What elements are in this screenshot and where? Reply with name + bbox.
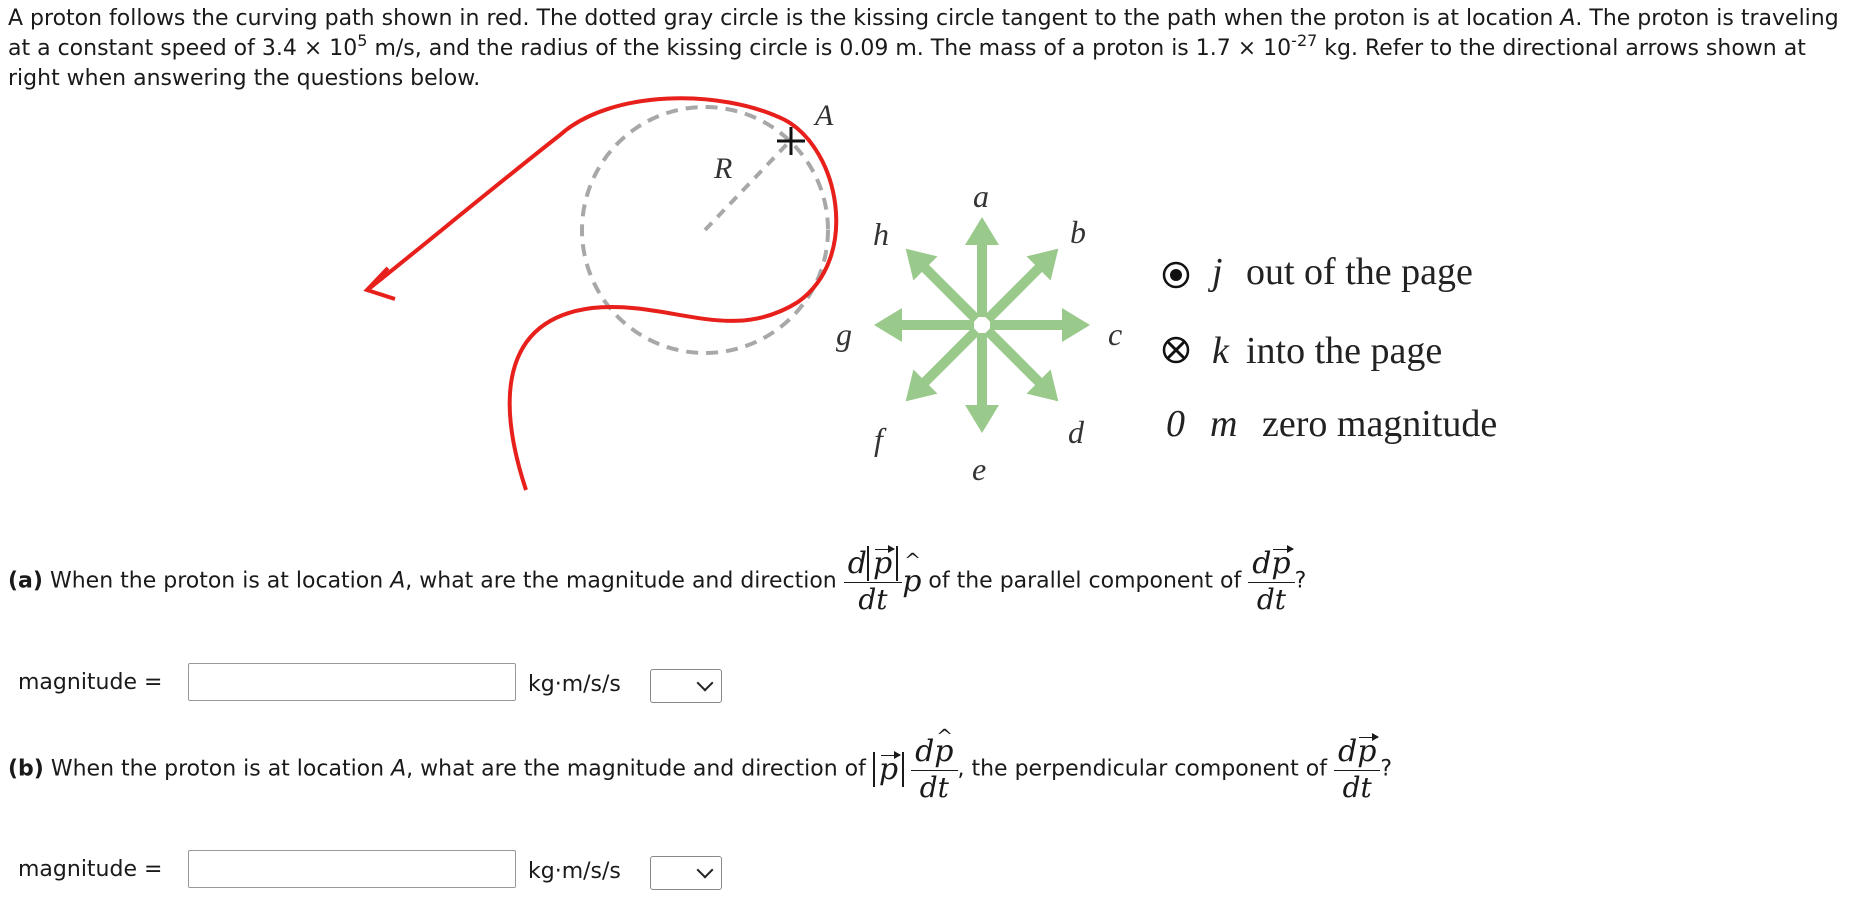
question-a <box>8 546 1306 617</box>
d-symbol: d <box>915 734 935 769</box>
arrow-f <box>894 319 989 414</box>
question-b <box>8 734 1392 805</box>
location-label: A <box>1560 6 1576 31</box>
arrow-h <box>894 237 989 332</box>
question-end: ? <box>1294 568 1307 594</box>
magnitude-label: magnitude = <box>18 857 163 882</box>
dabsp-dt-fraction <box>844 546 902 617</box>
direction-arrows <box>874 217 1090 433</box>
question-end: ? <box>1380 756 1393 782</box>
p-vector: p <box>1271 546 1291 581</box>
mass-exponent: -27 <box>1291 31 1318 50</box>
intro-text: . The proton is traveling at a constant speed of 3.4 × 10 <box>8 6 1839 61</box>
dp-dt-fraction <box>1248 546 1294 617</box>
arrow-e <box>965 333 999 433</box>
p-vector: p <box>878 752 899 787</box>
arrow-label-a: a <box>973 178 989 214</box>
dt-symbol: dt <box>1256 583 1286 616</box>
legend-text-m: zero magnitude <box>1262 403 1498 445</box>
legend-out-of-page <box>1164 251 1473 293</box>
question-text: When the proton is at location <box>43 756 392 782</box>
dt-symbol: dt <box>1342 771 1372 804</box>
p-vector: p <box>872 546 893 581</box>
legend-text-j: out of the page <box>1246 251 1473 293</box>
dp-dt-fraction <box>1334 734 1380 805</box>
chevron-down-icon <box>697 675 714 692</box>
arrow-c <box>990 308 1090 342</box>
proton-path <box>370 98 836 490</box>
question-text: , the perpendicular component of <box>957 756 1334 782</box>
arrow-label-g: g <box>836 316 852 352</box>
legend-zero <box>1166 403 1497 445</box>
arrow-label-d: d <box>1068 414 1084 450</box>
question-text: , what are the magnitude and direction of <box>406 756 873 782</box>
arrow-label-b: b <box>1070 214 1086 250</box>
radius-label: R <box>714 152 733 185</box>
arrow-label-c: c <box>1108 316 1123 352</box>
intro-text: m/s, and the radius of the kissing circle is 0.09 m. The mass of a proton is 1.7 × 10 <box>367 36 1292 61</box>
legend-letter-j: j <box>1212 251 1223 293</box>
out-of-page-dot <box>1170 269 1182 281</box>
p-hat: p ^ <box>934 734 953 770</box>
p-hat: p ^ <box>902 564 921 599</box>
arrow-d <box>976 319 1071 414</box>
location-label: A <box>391 756 407 782</box>
question-text: of the parallel component of <box>921 568 1249 594</box>
chevron-down-icon <box>697 862 714 879</box>
magnitude-label: magnitude = <box>18 670 163 695</box>
arrow-label-h: h <box>873 216 889 252</box>
location-label: A <box>390 568 406 594</box>
zero-symbol: 0 <box>1166 403 1185 445</box>
intro-text: A proton follows the curving path shown in red. The dotted gray circle is the kissing circle tangent to the path when the proton is at location <box>8 6 1561 31</box>
legend-into-page <box>1164 330 1442 372</box>
legend-text-k: into the page <box>1246 330 1443 372</box>
d-symbol: d <box>847 546 867 581</box>
problem-statement <box>8 4 1848 94</box>
legend-letter-m: m <box>1210 403 1238 445</box>
question-a-tag: (a) <box>8 568 43 594</box>
question-text: , what are the magnitude and direction <box>405 568 844 594</box>
p-vector: p <box>1357 734 1377 769</box>
question-text: When the proton is at location <box>42 568 391 594</box>
speed-exponent: 5 <box>357 31 368 50</box>
arrow-g <box>874 308 974 342</box>
arrow-label-e: e <box>972 451 987 487</box>
arrow-b <box>976 237 1071 332</box>
d-symbol: d <box>1337 734 1358 769</box>
direction-b-select[interactable] <box>650 856 722 890</box>
dt-symbol: dt <box>858 583 888 616</box>
magnitude-b-input[interactable] <box>188 850 516 888</box>
direction-a-select[interactable] <box>650 669 722 703</box>
trajectory-figure <box>0 95 1560 505</box>
point-a-label: A <box>815 99 834 132</box>
arrow-a <box>965 217 999 317</box>
d-symbol: d <box>1252 546 1272 581</box>
unit-label: kg·m/s/s <box>528 672 621 697</box>
question-b-tag: (b) <box>8 756 44 782</box>
dt-symbol: dt <box>919 771 949 804</box>
magnitude-a-input[interactable] <box>188 663 516 701</box>
unit-label: kg·m/s/s <box>528 859 621 884</box>
arrow-label-f: f <box>874 421 883 457</box>
direction-legend <box>1164 251 1497 445</box>
legend-letter-k: k <box>1212 330 1229 372</box>
intro-text: kg. Refer to the directional arrows shown at right when answering the questions below. <box>8 36 1806 91</box>
dphat-dt-fraction <box>911 734 957 805</box>
